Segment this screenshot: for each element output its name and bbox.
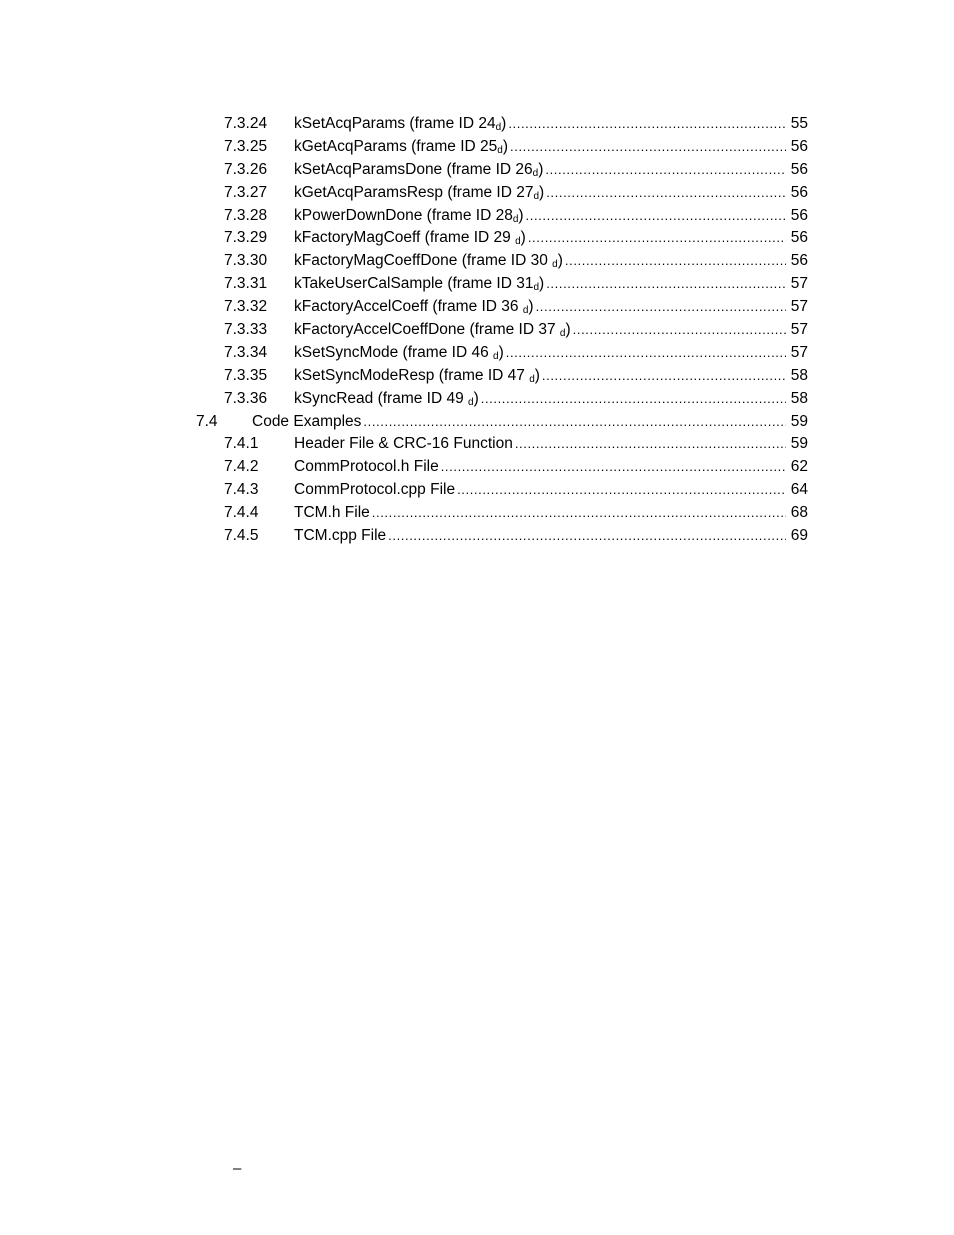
toc-entry-title [294, 182, 546, 205]
toc-entry-title-tail: ) [538, 160, 544, 178]
toc-entry-page-number: 56 [790, 137, 808, 155]
toc-entry-title-wrap [294, 319, 786, 342]
toc-dot-leader [481, 388, 786, 411]
toc-dot-leader [506, 342, 786, 365]
footer-dash: – [233, 1160, 242, 1177]
toc-entry-title-wrap [294, 502, 786, 525]
toc-entry-title-text: kTakeUserCalSample (frame ID 31 [294, 275, 534, 293]
toc-entry-title-text: kSetSyncMode (frame ID 46 [294, 343, 493, 361]
toc-entry-page-number: 68 [790, 504, 808, 522]
toc-entry-title-subscript: d [512, 213, 519, 225]
toc-entry-title [294, 273, 546, 296]
toc-entry-number: 7.4.3 [224, 481, 259, 499]
toc-entry[interactable] [0, 319, 954, 342]
toc-entry-page-number: 58 [790, 389, 808, 407]
toc-entry-title-tail: ) [528, 298, 534, 316]
toc-entry[interactable] [0, 113, 954, 136]
toc-entry-title [294, 479, 457, 502]
toc-entry-number: 7.3.33 [224, 321, 268, 339]
toc-entry-number: 7.3.24 [224, 115, 268, 132]
toc-entry-title-subscript: d [529, 373, 535, 385]
toc-entry-title [294, 319, 573, 342]
toc-entry[interactable] [0, 525, 954, 548]
toc-entry-title-text: CommProtocol.cpp File [294, 481, 456, 499]
toc-entry-number: 7.3.30 [224, 252, 268, 270]
toc-dot-leader [363, 411, 786, 434]
toc-entry-title-wrap [294, 113, 786, 136]
toc-entry-title-text: kGetAcqParamsResp (frame ID 27 [294, 183, 534, 201]
toc-entry-title-wrap [294, 433, 786, 456]
toc-entry-title-subscript: d [495, 122, 502, 133]
toc-entry-title-tail: ) [498, 343, 504, 361]
toc-entry-number: 7.4.4 [224, 504, 259, 522]
toc-entry-number: 7.4.1 [224, 435, 259, 453]
toc-entry[interactable] [0, 365, 954, 388]
toc-entry-title [294, 250, 565, 273]
toc-entry-title-subscript: d [552, 259, 558, 271]
toc-entry-title-subscript: d [532, 167, 539, 179]
toc-entry-title-wrap [294, 456, 786, 479]
toc-entry-title-wrap [294, 388, 786, 411]
toc-entry[interactable] [0, 433, 954, 456]
toc-entry-title [294, 433, 515, 456]
toc-dot-leader [528, 227, 786, 250]
toc-entry-title-wrap [294, 365, 786, 388]
toc-dot-leader [536, 296, 786, 319]
toc-entry-number: 7.3.27 [224, 183, 268, 201]
toc-entry-title [294, 205, 526, 228]
toc-entry-number: 7.3.26 [224, 160, 268, 178]
toc-entry-title-text: kSetAcqParams (frame ID 24 [294, 115, 496, 132]
toc-dot-leader [515, 433, 786, 456]
toc-entry-title [294, 456, 441, 479]
toc-entry-page-number: 64 [790, 481, 808, 499]
toc-entry-title-wrap [294, 479, 786, 502]
toc-entry-title [294, 113, 508, 136]
toc-dot-leader [546, 182, 786, 205]
toc-entry[interactable] [0, 388, 954, 411]
toc-entry-title-subscript: d [493, 350, 499, 362]
toc-entry-page-number: 56 [790, 229, 808, 247]
toc-entry-title [294, 365, 542, 388]
toc-entry-title-wrap [294, 159, 786, 182]
toc-entry-title-text: kSetSyncModeResp (frame ID 47 [294, 366, 530, 384]
toc-entry-title-tail: ) [520, 229, 526, 247]
toc-dot-leader [510, 136, 786, 159]
toc-entry-page-number: 56 [790, 206, 808, 224]
toc-dot-leader [546, 273, 786, 296]
toc-dot-leader [372, 502, 786, 525]
toc-entry-page-number: 57 [790, 343, 808, 361]
toc-entry-number: 7.4.5 [224, 527, 259, 545]
toc-entry-title-tail: ) [518, 206, 524, 224]
toc-dot-leader [388, 525, 786, 548]
toc-entry-title-subscript: d [497, 144, 503, 156]
toc-entry-title-tail: ) [502, 137, 509, 155]
toc-dot-leader [573, 319, 786, 342]
toc-entry-title-tail: ) [534, 366, 540, 384]
toc-entry-title-tail: ) [473, 389, 479, 407]
toc-entry-title-text: Header File & CRC-16 Function [294, 435, 513, 453]
toc-dot-leader [441, 456, 786, 479]
toc-entry-title-tail: ) [539, 183, 545, 201]
toc-entry-title-subscript: d [522, 305, 529, 317]
toc-entry-number: 7.4 [196, 412, 218, 430]
toc-entry-number: 7.3.28 [224, 206, 268, 224]
toc-entry-page-number: 56 [790, 183, 808, 201]
toc-entry-number: 7.3.32 [224, 298, 268, 316]
toc-entry-title-wrap [294, 182, 786, 205]
toc-entry-title-tail: ) [501, 115, 507, 132]
toc-entry-title-text: Code Examples [252, 412, 362, 430]
toc-entry-page-number: 57 [790, 321, 808, 339]
toc-entry-title [294, 136, 510, 159]
toc-entry-page-number: 59 [790, 435, 808, 453]
toc-entry-title [294, 159, 545, 182]
toc-entry-title-text: TCM.h File [294, 504, 370, 522]
toc-entry[interactable] [0, 205, 954, 228]
toc-entry-title [294, 342, 506, 365]
toc-entry[interactable] [0, 342, 954, 365]
toc-entry-title-text: kSetAcqParamsDone (frame ID 26 [294, 160, 533, 178]
toc-entry-page-number: 55 [790, 115, 808, 132]
toc-entry-title-text: kSyncRead (frame ID 49 [294, 389, 469, 407]
toc-entry[interactable] [0, 159, 954, 182]
toc-entry-title-subscript: d [468, 396, 474, 408]
toc-entry-page-number: 62 [790, 458, 808, 476]
toc-dot-leader [542, 365, 786, 388]
toc-entry-page-number: 69 [790, 527, 808, 545]
toc-entry-title [294, 502, 372, 525]
toc-entry-title-tail: ) [539, 275, 545, 293]
toc-dot-leader [565, 250, 786, 273]
toc-entry-page-number: 57 [790, 298, 808, 316]
toc-entry-page-number: 56 [790, 252, 808, 270]
toc-entry[interactable] [0, 273, 954, 296]
toc-entry-title [294, 227, 528, 250]
toc-entry[interactable] [0, 479, 954, 502]
toc-entry-title-wrap [294, 250, 786, 273]
toc-entry[interactable] [0, 502, 954, 525]
toc-entry-title-text: kPowerDownDone (frame ID 28 [294, 206, 513, 224]
toc-entry-page-number: 58 [790, 366, 808, 384]
toc-entry-title-text: kGetAcqParams (frame ID 25 [294, 137, 498, 155]
toc-entry-title-wrap [252, 411, 786, 434]
toc-entry-title-wrap [294, 205, 786, 228]
toc-entry-number: 7.3.29 [224, 229, 268, 247]
toc-dot-leader [508, 113, 786, 136]
toc-entry-title-tail: ) [565, 321, 571, 339]
toc-entry-page-number: 59 [790, 412, 808, 430]
toc-entry-number: 7.3.25 [224, 137, 268, 155]
toc-entry-title-wrap [294, 525, 786, 548]
toc-entry-title-text: TCM.cpp File [294, 527, 387, 545]
toc-entry-title-wrap [294, 227, 786, 250]
table-of-contents [0, 113, 954, 548]
toc-entry-page-number: 56 [790, 160, 808, 178]
toc-entry[interactable] [0, 411, 954, 434]
toc-entry-title-wrap [294, 296, 786, 319]
toc-entry-title-subscript: d [533, 190, 540, 202]
toc-dot-leader [526, 205, 786, 228]
toc-entry-title-wrap [294, 273, 786, 296]
toc-entry-title [294, 388, 481, 411]
toc-entry-title-wrap [294, 136, 786, 159]
toc-entry[interactable] [0, 136, 954, 159]
toc-entry-title-subscript: d [515, 236, 521, 248]
toc-dot-leader [457, 479, 786, 502]
toc-entry-title-subscript: d [559, 328, 566, 340]
toc-dot-leader [545, 159, 786, 182]
toc-entry-title-text: kFactoryAccelCoeffDone (frame ID 37 [294, 321, 560, 339]
toc-entry-title-text: kFactoryAccelCoeff (frame ID 36 [294, 298, 523, 316]
toc-entry-number: 7.3.31 [224, 275, 268, 293]
toc-entry-title [294, 296, 536, 319]
toc-entry[interactable] [0, 296, 954, 319]
toc-entry-title [294, 525, 388, 548]
toc-entry-number: 7.3.36 [224, 389, 268, 407]
toc-entry-title-text: kFactoryMagCoeffDone (frame ID 30 [294, 252, 553, 270]
toc-entry-page-number: 57 [790, 275, 808, 293]
toc-entry[interactable] [0, 182, 954, 205]
toc-entry-title-tail: ) [557, 252, 563, 270]
toc-entry-number: 7.3.34 [224, 343, 268, 361]
toc-entry-title-wrap [294, 342, 786, 365]
toc-entry-title [252, 411, 363, 434]
toc-entry-title-text: kFactoryMagCoeff (frame ID 29 [294, 229, 516, 247]
toc-entry-title-subscript: d [533, 282, 540, 294]
toc-entry[interactable] [0, 250, 954, 273]
toc-entry-number: 7.3.35 [224, 366, 268, 384]
toc-entry[interactable] [0, 456, 954, 479]
toc-entry[interactable] [0, 227, 954, 250]
toc-entry-number: 7.4.2 [224, 458, 259, 476]
toc-entry-title-text: CommProtocol.h File [294, 458, 439, 476]
